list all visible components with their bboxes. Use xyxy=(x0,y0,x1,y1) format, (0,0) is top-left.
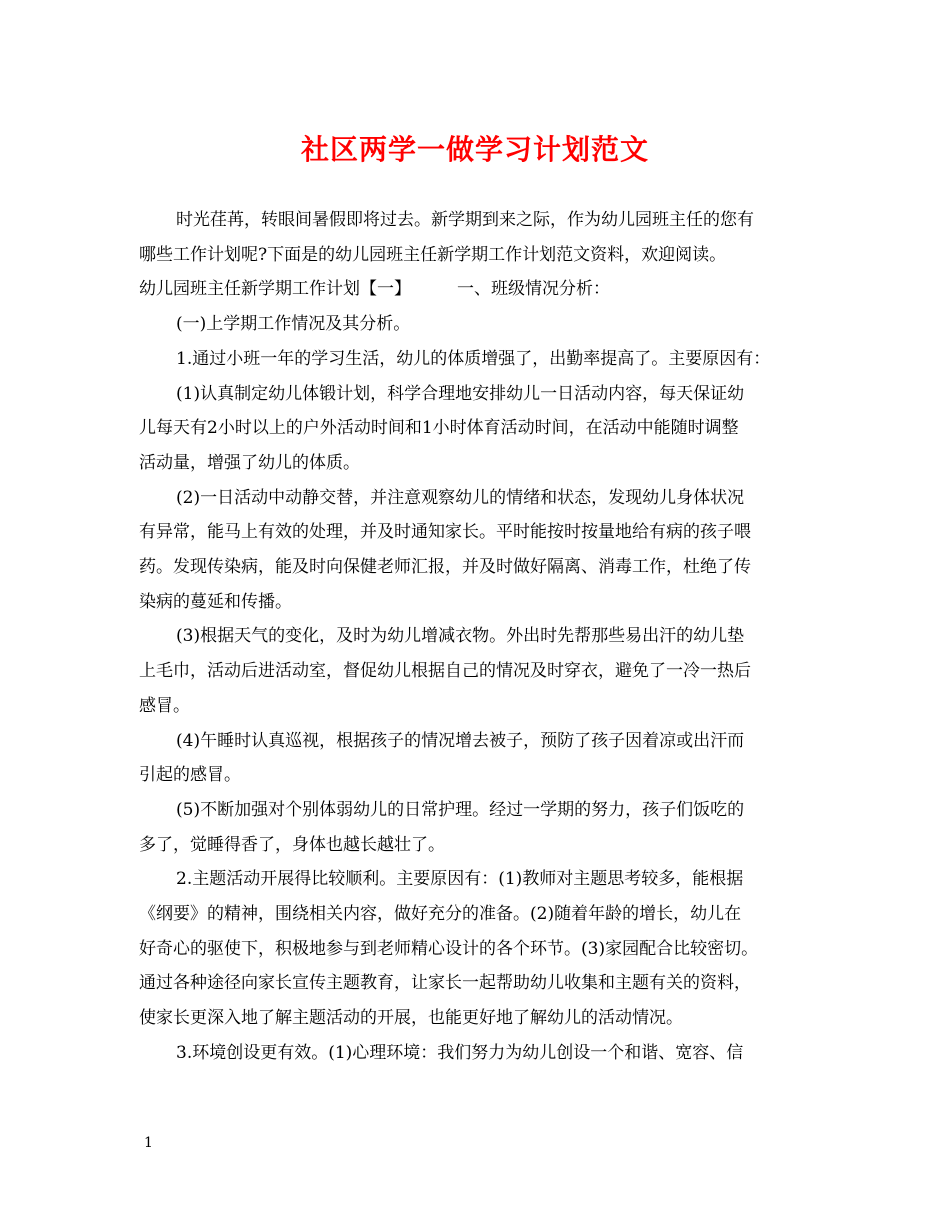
paragraph-line xyxy=(176,619,744,653)
paragraph-line xyxy=(176,342,770,376)
paragraph-line xyxy=(176,377,744,411)
line-text: 《纲要》的精神，围绕相关内容，做好充分的准备。(2)随着年龄的增长，幼儿在 xyxy=(139,904,742,924)
paragraph-line xyxy=(139,411,739,445)
line-text: 使家长更深入地了解主题活动的开展，也能更好地了解幼儿的活动情况。 xyxy=(139,1008,683,1028)
paragraph-line xyxy=(139,272,610,306)
line-text: (4)午睡时认真巡视，根据孩子的情况增去被子，预防了孩子因着凉或出汗而 xyxy=(176,731,745,751)
paragraph-line xyxy=(139,897,741,931)
line-text: 上毛巾，活动后进活动室，督促幼儿根据自己的情况及时穿衣，避免了一冷一热后 xyxy=(139,661,751,681)
line-text: 好奇心的驱使下，积极地参与到老师精心设计的各个环节。(3)家园配合比较密切。 xyxy=(139,939,759,959)
paragraph-line xyxy=(139,446,360,480)
paragraph-line xyxy=(176,203,754,237)
page-number: 1 xyxy=(144,1135,153,1151)
line-text: 活动量，增强了幼儿的体质。 xyxy=(139,453,360,473)
paragraph-line xyxy=(139,758,241,792)
line-text: 感冒。 xyxy=(139,696,190,716)
line-text: 2.主题活动开展得比较顺利。主要原因有：(1)教师对主题思考较多，能根据 xyxy=(176,869,744,889)
paragraph-line xyxy=(176,307,410,341)
line-text: (1)认真制定幼儿体锻计划，科学合理地安排幼儿一日活动内容，每天保证幼 xyxy=(176,384,745,404)
line-text: 3.环境创设更有效。(1)心理环境：我们努力为幼儿创设一个和谐、宽容、信 xyxy=(176,1043,744,1063)
paragraph-line xyxy=(176,1036,743,1070)
line-text: 时光荏苒，转眼间暑假即将过去。新学期到来之际，作为幼儿园班主任的您有 xyxy=(176,210,754,230)
line-text: 染病的蔓延和传播。 xyxy=(139,592,292,612)
line-text: (3)根据天气的变化，及时为幼儿增减衣物。外出时先帮那些易出汗的幼儿垫 xyxy=(176,626,745,646)
paragraph-line xyxy=(139,689,190,723)
paragraph-line xyxy=(139,585,292,619)
line-text-secondary: 一、班级情况分析： xyxy=(457,279,610,299)
page-title: 社区两学一做学习计划范文 xyxy=(300,133,649,166)
line-text: 多了，觉睡得香了，身体也越长越壮了。 xyxy=(139,835,445,855)
line-text: (一)上学期工作情况及其分析。 xyxy=(176,314,411,334)
paragraph-line xyxy=(139,550,751,584)
paragraph-line xyxy=(139,238,726,272)
line-text: 通过各种途径向家长宣传主题教育，让家长一起帮助幼儿收集和主题有关的资料， xyxy=(139,973,751,993)
paragraph-line xyxy=(139,932,758,966)
paragraph-line xyxy=(139,966,751,1000)
line-text: 有异常，能马上有效的处理，并及时通知家长。平时能按时按量地给有病的孩子喂 xyxy=(139,522,751,542)
line-text: (2)一日活动中动静交替，并注意观察幼儿的情绪和状态，发现幼儿身体状况 xyxy=(176,488,745,508)
line-text: 哪些工作计划呢?下面是的幼儿园班主任新学期工作计划范文资料，欢迎阅读。 xyxy=(139,245,727,265)
line-text: (5)不断加强对个别体弱幼儿的日常护理。经过一学期的努力，孩子们饭吃的 xyxy=(176,800,745,820)
paragraph-line xyxy=(139,1001,683,1035)
line-text: 儿每天有2小时以上的户外活动时间和1小时体育活动时间，在活动中能随时调整 xyxy=(139,418,739,438)
line-text: 药。发现传染病，能及时向保健老师汇报，并及时做好隔离、消毒工作，杜绝了传 xyxy=(139,557,751,577)
line-text: 引起的感冒。 xyxy=(139,765,241,785)
paragraph-line xyxy=(139,515,751,549)
line-text: 幼儿园班主任新学期工作计划【一】 xyxy=(139,279,411,299)
paragraph-line xyxy=(139,654,751,688)
paragraph-line xyxy=(176,862,743,896)
paragraph-line xyxy=(176,481,744,515)
paragraph-line xyxy=(176,793,744,827)
paragraph-line xyxy=(139,828,445,862)
paragraph-line xyxy=(176,724,744,758)
line-text: 1.通过小班一年的学习生活，幼儿的体质增强了，出勤率提高了。主要原因有： xyxy=(176,349,771,369)
